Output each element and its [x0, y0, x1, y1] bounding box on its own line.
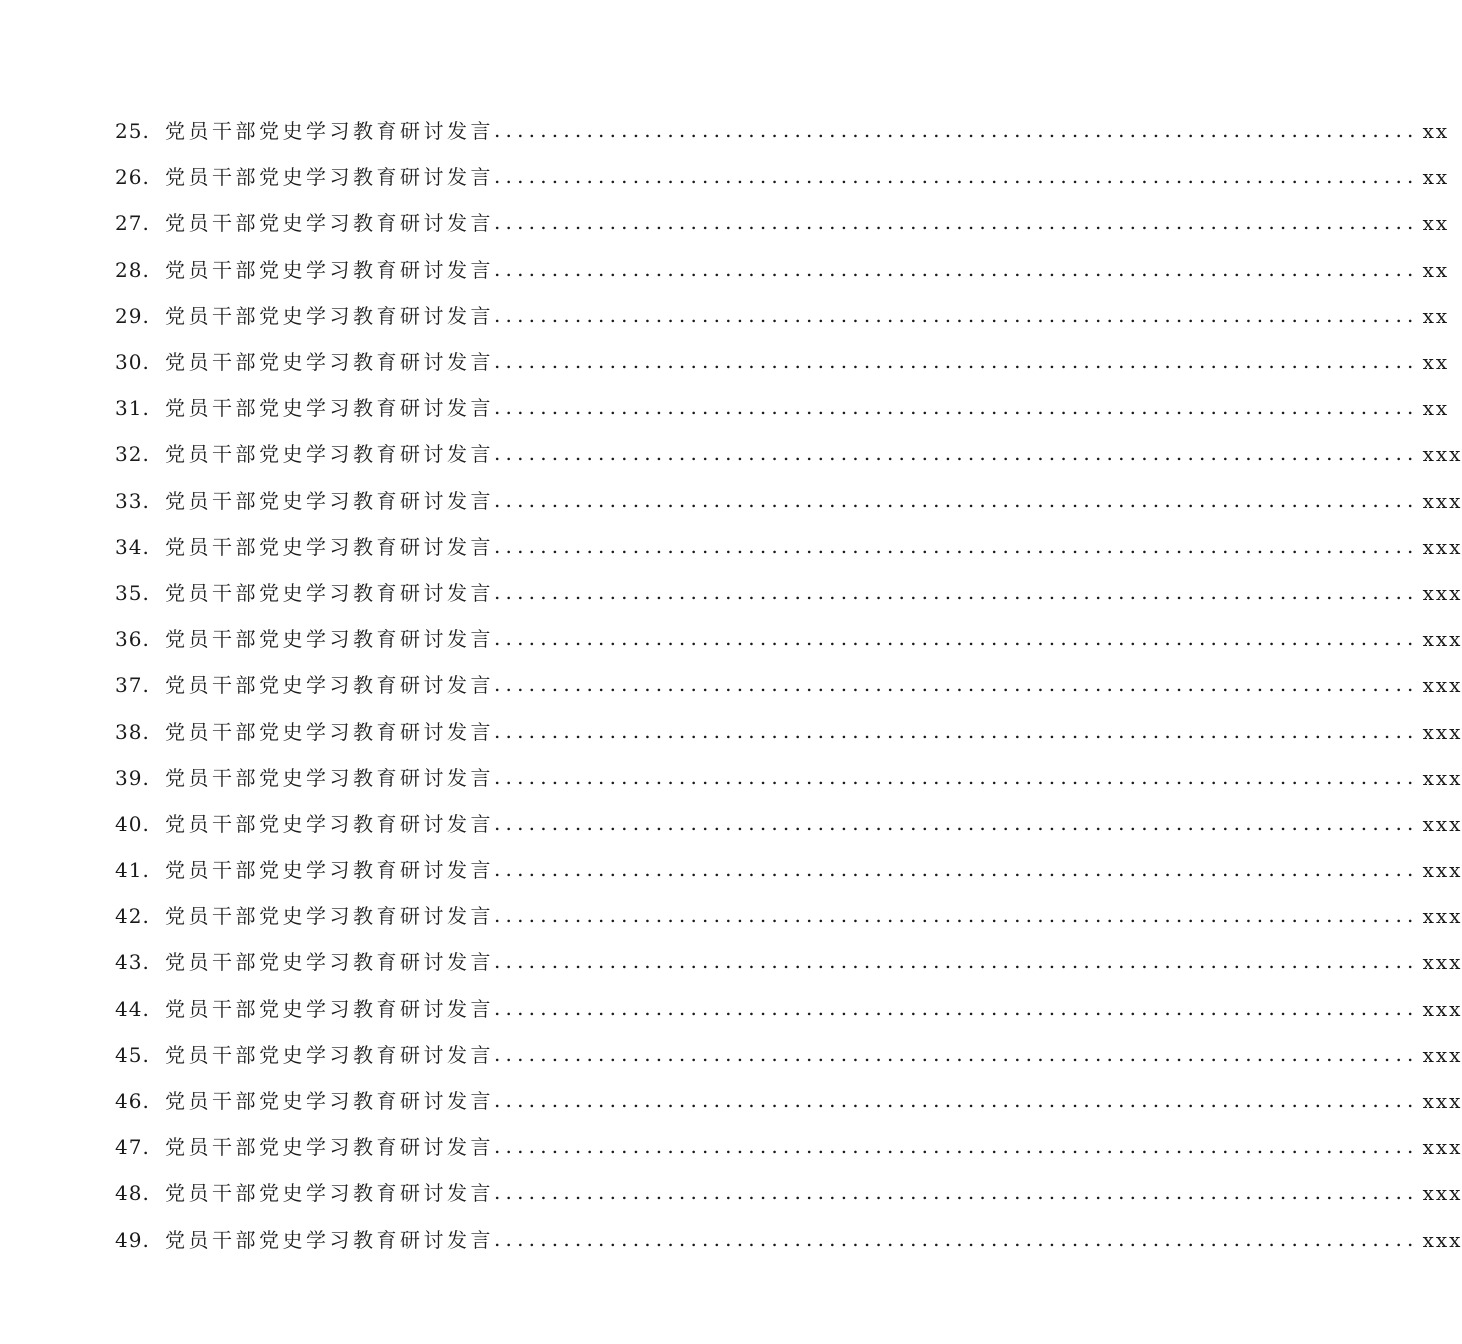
- toc-entry-title: 党员干部党史学习教育研讨发言: [165, 119, 494, 144]
- toc-dot-leader: ................................................................................: [494, 857, 1419, 882]
- toc-entry-page: xxx: [1422, 858, 1462, 883]
- toc-entry-title: 党员干部党史学习教育研讨发言: [165, 950, 494, 975]
- toc-entry-title: 党员干部党史学习教育研讨发言: [165, 811, 494, 836]
- toc-entry[interactable]: [115, 755, 1462, 801]
- toc-entry-number: 36.: [115, 627, 150, 652]
- toc-dot-leader: ................................................................................: [494, 672, 1419, 697]
- toc-entry[interactable]: [115, 200, 1450, 246]
- toc-dot-leader: ................................................................................: [494, 302, 1419, 327]
- toc-entry[interactable]: [115, 939, 1462, 985]
- toc-entry-page: xx: [1422, 303, 1450, 328]
- toc-entry-page: xxx: [1422, 442, 1462, 467]
- toc-dot-leader: ................................................................................: [494, 949, 1419, 974]
- toc-entry-page: xx: [1422, 119, 1450, 144]
- toc-dot-leader: ................................................................................: [494, 533, 1419, 558]
- toc-entry[interactable]: [115, 1124, 1462, 1170]
- toc-entry-number: 44.: [115, 996, 150, 1021]
- toc-entry-number: 46.: [115, 1089, 150, 1114]
- toc-entry-page: xx: [1422, 165, 1450, 190]
- toc-entry-page: xx: [1422, 257, 1450, 282]
- toc-entry-number: 35.: [115, 580, 150, 605]
- toc-entry-number: 27.: [115, 211, 150, 236]
- toc-entry[interactable]: [115, 662, 1462, 708]
- toc-entry-number: 33.: [115, 488, 150, 513]
- toc-dot-leader: ................................................................................: [494, 1226, 1419, 1251]
- toc-dot-leader: ................................................................................: [494, 579, 1419, 604]
- toc-entry-page: xx: [1422, 211, 1450, 236]
- toc-entry-page: xxx: [1422, 1089, 1462, 1114]
- toc-entry-title: 党员干部党史学习教育研讨发言: [165, 627, 494, 652]
- toc-entry-page: xx: [1422, 350, 1450, 375]
- toc-entry[interactable]: [115, 154, 1450, 200]
- toc-entry[interactable]: [115, 339, 1450, 385]
- toc-entry-number: 34.: [115, 534, 150, 559]
- toc-entry-number: 26.: [115, 165, 150, 190]
- toc-entry[interactable]: [115, 385, 1450, 431]
- toc-dot-leader: ................................................................................: [494, 1041, 1419, 1066]
- toc-entry-page: xxx: [1422, 1042, 1462, 1067]
- toc-dot-leader: ................................................................................: [494, 349, 1419, 374]
- toc-entry-title: 党员干部党史学习教育研讨发言: [165, 165, 494, 190]
- toc-entry[interactable]: [115, 1032, 1462, 1078]
- toc-entry-title: 党员干部党史学习教育研讨发言: [165, 673, 494, 698]
- toc-entry-title: 党员干部党史学习教育研讨发言: [165, 996, 494, 1021]
- toc-entry-title: 党员干部党史学习教育研讨发言: [165, 1089, 494, 1114]
- toc-dot-leader: ................................................................................: [494, 395, 1419, 420]
- toc-dot-leader: ................................................................................: [494, 210, 1419, 235]
- toc-entry-number: 31.: [115, 396, 150, 421]
- toc-entry[interactable]: [115, 1078, 1462, 1124]
- toc-dot-leader: ................................................................................: [494, 903, 1419, 928]
- toc-entry-number: 38.: [115, 719, 150, 744]
- toc-entry-title: 党员干部党史学习教育研讨发言: [165, 257, 494, 282]
- toc-entry-title: 党员干部党史学习教育研讨发言: [165, 580, 494, 605]
- toc-entry-page: xxx: [1422, 719, 1462, 744]
- toc-entry-page: xxx: [1422, 765, 1462, 790]
- toc-entry-number: 47.: [115, 1135, 150, 1160]
- toc-entry-page: xxx: [1422, 1135, 1462, 1160]
- toc-entry[interactable]: [115, 108, 1450, 154]
- toc-dot-leader: ................................................................................: [494, 718, 1419, 743]
- toc-entry-page: xxx: [1422, 811, 1462, 836]
- toc-entry-number: 28.: [115, 257, 150, 282]
- toc-dot-leader: ................................................................................: [494, 764, 1419, 789]
- toc-entry-number: 32.: [115, 442, 150, 467]
- toc-entry-number: 49.: [115, 1227, 150, 1252]
- toc-entry-number: 25.: [115, 119, 150, 144]
- toc-entry-title: 党员干部党史学习教育研讨发言: [165, 719, 494, 744]
- toc-dot-leader: ................................................................................: [494, 487, 1419, 512]
- toc-entry-title: 党员干部党史学习教育研讨发言: [165, 1042, 494, 1067]
- toc-entry-title: 党员干部党史学习教育研讨发言: [165, 1181, 494, 1206]
- toc-entry-page: xxx: [1422, 627, 1462, 652]
- toc-entry[interactable]: [115, 1217, 1462, 1263]
- toc-entry-title: 党员干部党史学习教育研讨发言: [165, 442, 494, 467]
- toc-entry-page: xxx: [1422, 534, 1462, 559]
- toc-dot-leader: ................................................................................: [494, 995, 1419, 1020]
- toc-entry-page: xxx: [1422, 904, 1462, 929]
- toc-entry[interactable]: [115, 616, 1462, 662]
- toc-entry-number: 41.: [115, 858, 150, 883]
- toc-dot-leader: ................................................................................: [494, 118, 1419, 143]
- toc-dot-leader: ................................................................................: [494, 441, 1419, 466]
- toc-entry-title: 党员干部党史学习教育研讨发言: [165, 303, 494, 328]
- toc-dot-leader: ................................................................................: [494, 1134, 1419, 1159]
- toc-entry[interactable]: [115, 893, 1462, 939]
- toc-entry-title: 党员干部党史学习教育研讨发言: [165, 350, 494, 375]
- toc-entry[interactable]: [115, 986, 1462, 1032]
- toc-entry-page: xxx: [1422, 1181, 1462, 1206]
- toc-entry[interactable]: [115, 247, 1450, 293]
- toc-dot-leader: ................................................................................: [494, 626, 1419, 651]
- toc-entry-page: xx: [1422, 396, 1450, 421]
- toc-entry-number: 40.: [115, 811, 150, 836]
- toc-entry-title: 党员干部党史学习教育研讨发言: [165, 488, 494, 513]
- toc-dot-leader: ................................................................................: [494, 256, 1419, 281]
- toc-entry-number: 48.: [115, 1181, 150, 1206]
- toc-entry-number: 37.: [115, 673, 150, 698]
- toc-entry[interactable]: [115, 708, 1462, 754]
- toc-entry-number: 39.: [115, 765, 150, 790]
- toc-entry-page: xxx: [1422, 1227, 1462, 1252]
- toc-entry-title: 党员干部党史学习教育研讨发言: [165, 1227, 494, 1252]
- toc-entry-page: xxx: [1422, 673, 1462, 698]
- toc-entry-title: 党员干部党史学习教育研讨发言: [165, 765, 494, 790]
- toc-dot-leader: ................................................................................: [494, 1088, 1419, 1113]
- toc-entry-title: 党员干部党史学习教育研讨发言: [165, 396, 494, 421]
- toc-entry-number: 45.: [115, 1042, 150, 1067]
- toc-entry[interactable]: [115, 431, 1462, 477]
- toc-entry-number: 30.: [115, 350, 150, 375]
- toc-entry-title: 党员干部党史学习教育研讨发言: [165, 858, 494, 883]
- toc-entry[interactable]: [115, 524, 1462, 570]
- toc-entry[interactable]: [115, 293, 1450, 339]
- toc-entry-number: 42.: [115, 904, 150, 929]
- toc-dot-leader: ................................................................................: [494, 1180, 1419, 1205]
- toc-entry-number: 29.: [115, 303, 150, 328]
- toc-dot-leader: ................................................................................: [494, 810, 1419, 835]
- toc-entry[interactable]: [115, 1170, 1462, 1216]
- toc-entry-title: 党员干部党史学习教育研讨发言: [165, 1135, 494, 1160]
- toc-entry-page: xxx: [1422, 950, 1462, 975]
- toc-entry-page: xxx: [1422, 996, 1462, 1021]
- toc-entry-title: 党员干部党史学习教育研讨发言: [165, 904, 494, 929]
- table-of-contents: [115, 108, 1462, 1263]
- toc-entry-page: xxx: [1422, 580, 1462, 605]
- toc-entry-title: 党员干部党史学习教育研讨发言: [165, 534, 494, 559]
- toc-entry[interactable]: [115, 801, 1462, 847]
- toc-entry[interactable]: [115, 478, 1462, 524]
- toc-entry-page: xxx: [1422, 488, 1462, 513]
- toc-entry-number: 43.: [115, 950, 150, 975]
- toc-entry-title: 党员干部党史学习教育研讨发言: [165, 211, 494, 236]
- toc-entry[interactable]: [115, 847, 1462, 893]
- toc-dot-leader: ................................................................................: [494, 164, 1419, 189]
- toc-entry[interactable]: [115, 570, 1462, 616]
